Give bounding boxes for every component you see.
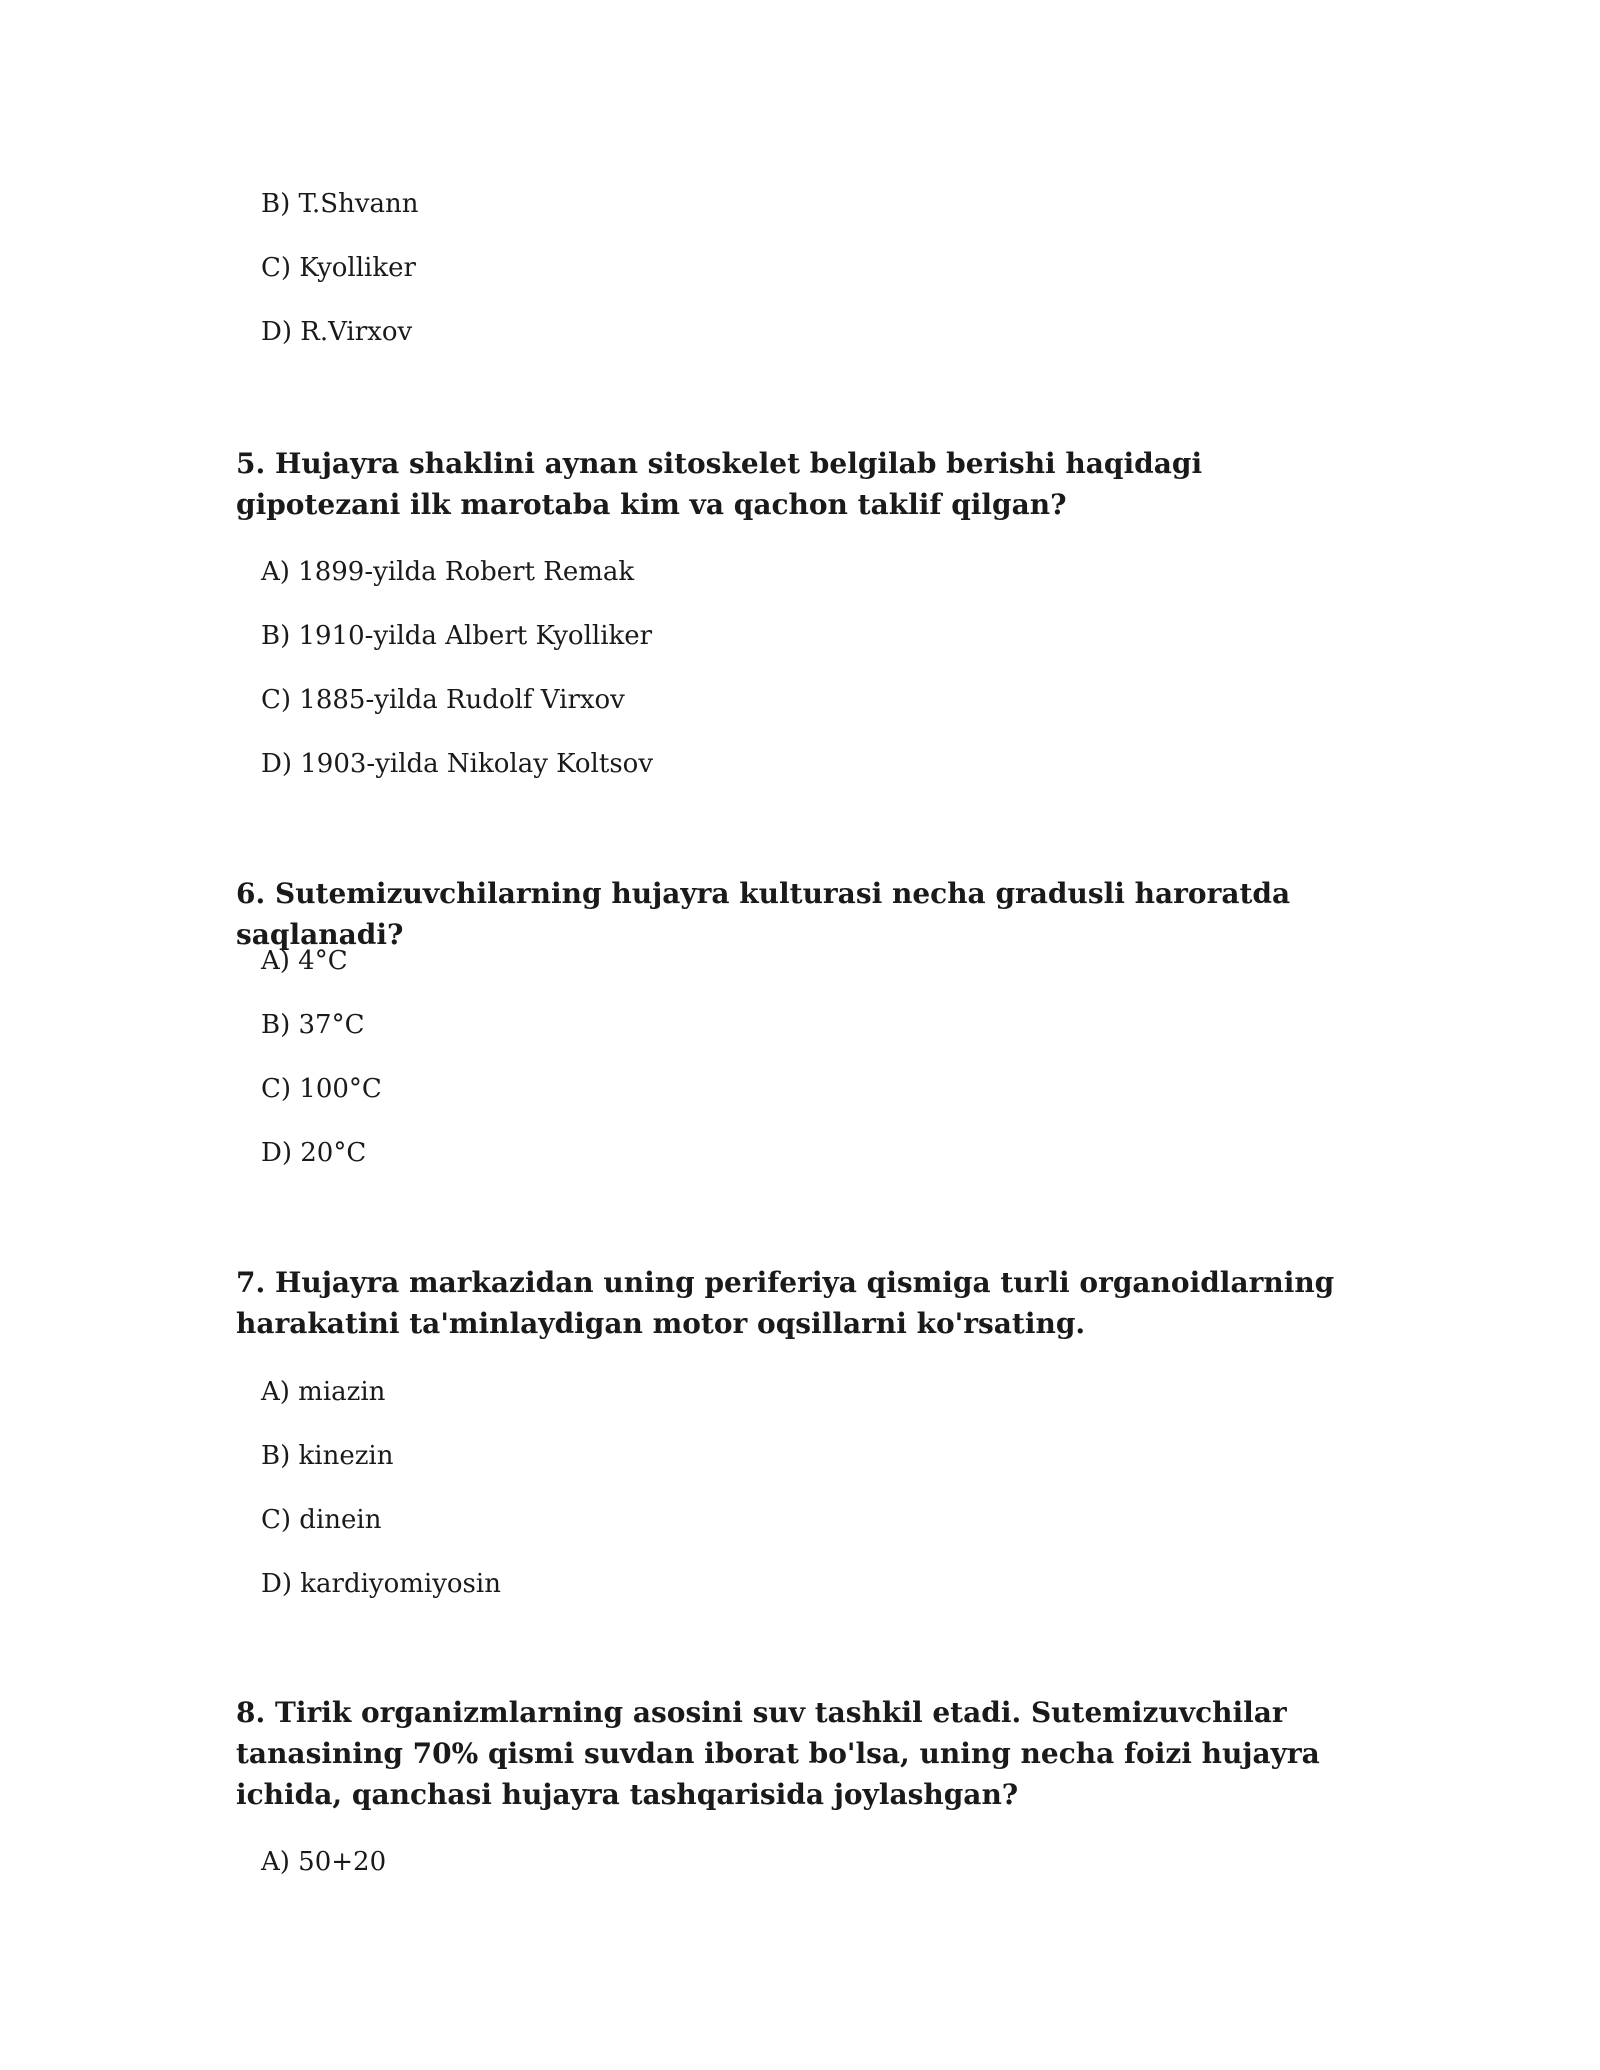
question-6-option-a: A) 4°C xyxy=(261,946,348,976)
option-prev-c: C) Kyolliker xyxy=(261,253,416,283)
question-5-option-b: B) 1910-yilda Albert Kyolliker xyxy=(261,621,653,651)
question-7-option-b: B) kinezin xyxy=(261,1441,394,1471)
question-8-option-a: A) 50+20 xyxy=(261,1847,387,1877)
question-5: 5. Hujayra shaklini aynan sitoskelet belgilab berishi haqidagi gipotezani ilk marotaba kim va qachon taklif qilgan? xyxy=(236,447,1203,521)
question-6-option-d: D) 20°C xyxy=(261,1138,367,1168)
question-6-option-c: C) 100°C xyxy=(261,1074,382,1104)
question-7-option-a: A) miazin xyxy=(261,1377,386,1407)
question-8: 8. Tirik organizmlarning asosini suv tashkil etadi. Sutemizuvchilar tanasining 70% qismi suvdan iborat bo'lsa, uning necha foizi hujayra ichida, qanchasi hujayra tashqarisida joylashgan? xyxy=(236,1696,1320,1811)
question-6: 6. Sutemizuvchilarning hujayra kulturasi necha gradusli haroratda saqlanadi? xyxy=(236,877,1291,951)
question-5-option-a: A) 1899-yilda Robert Remak xyxy=(261,557,635,587)
option-prev-b: B) T.Shvann xyxy=(261,189,419,219)
question-5-option-c: C) 1885-yilda Rudolf Virxov xyxy=(261,685,625,715)
question-7: 7. Hujayra markazidan uning periferiya qismiga turli organoidlarning harakatini ta'minlaydigan motor oqsillarni ko'rsating. xyxy=(236,1266,1335,1340)
question-6-option-b: B) 37°C xyxy=(261,1010,365,1040)
option-prev-d: D) R.Virxov xyxy=(261,317,413,347)
question-7-option-d: D) kardiyomiyosin xyxy=(261,1569,501,1599)
question-7-option-c: C) dinein xyxy=(261,1505,382,1535)
question-5-option-d: D) 1903-yilda Nikolay Koltsov xyxy=(261,749,654,779)
